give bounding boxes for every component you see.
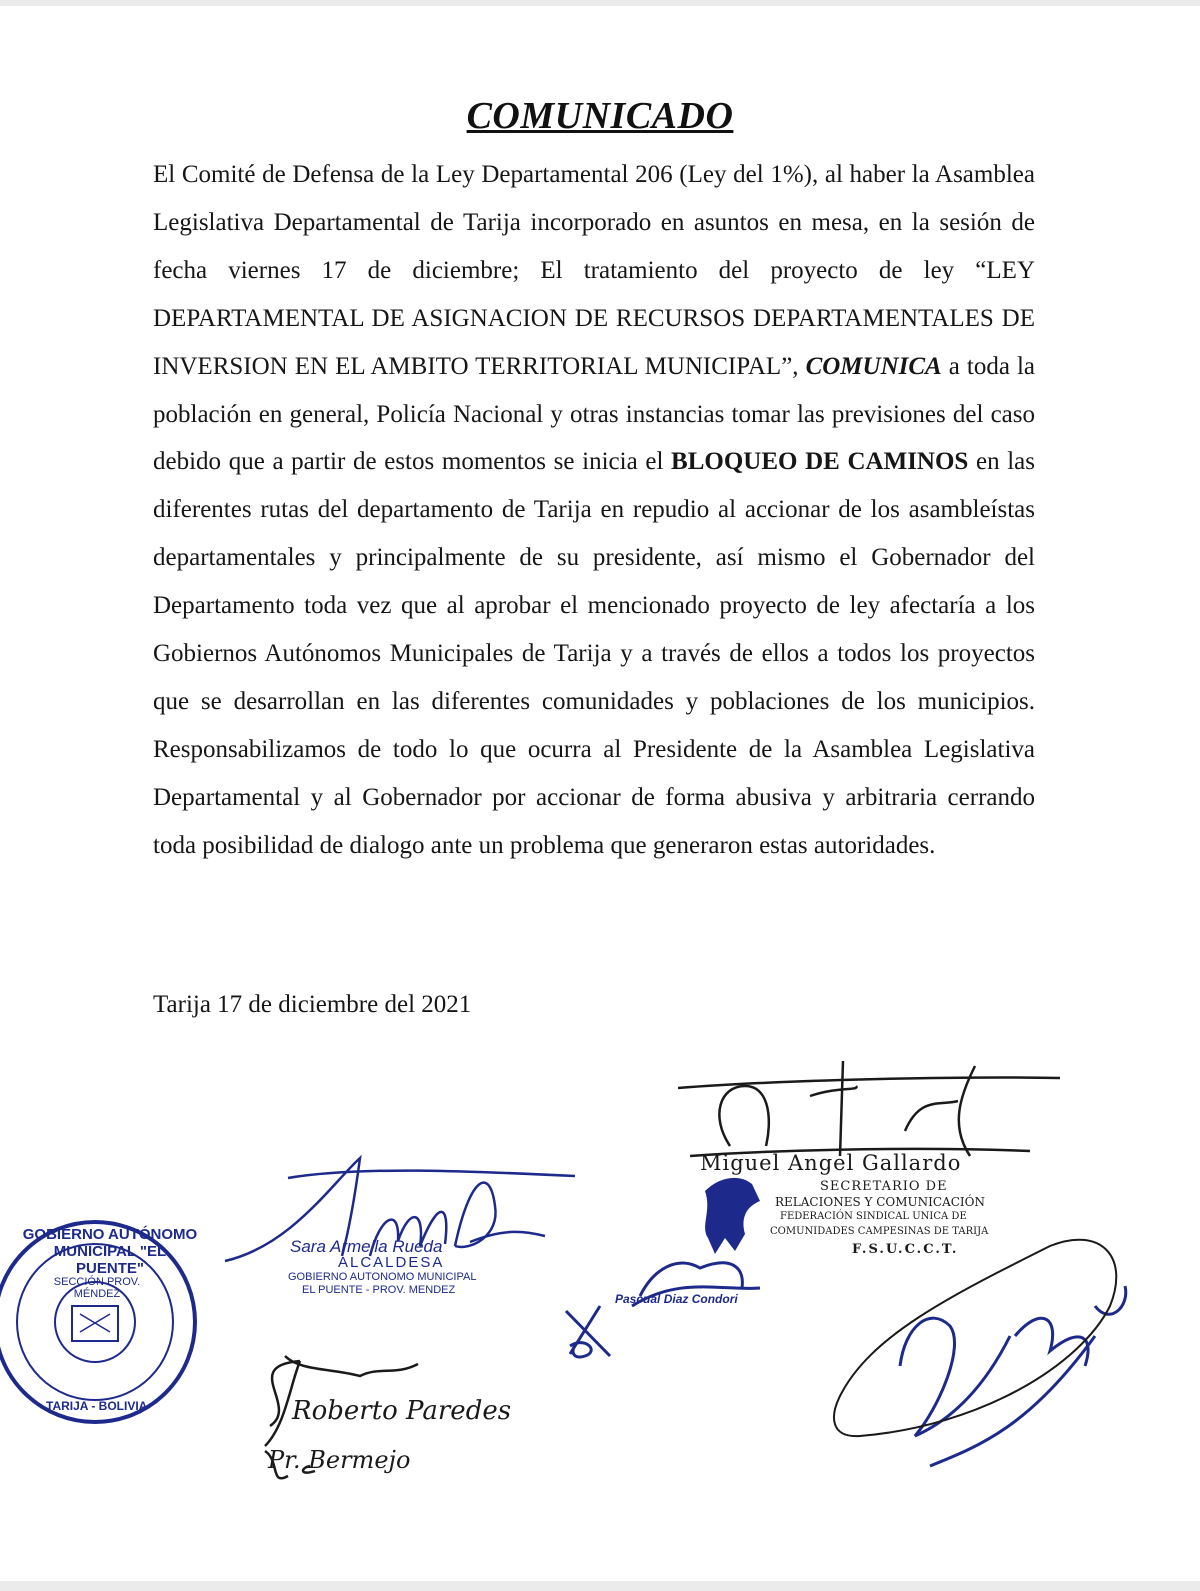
secretario-line-5: F.S.U.C.C.T. <box>852 1242 959 1257</box>
body-text-part-2: a toda la población en general, Policía Nacional y otras instancias tomar las previsiones del caso debido que a partir de estos momentos se inicia el <box>153 352 1035 476</box>
seal-inner-text: SECCIÓN PROV. MÉNDEZ <box>53 1276 141 1300</box>
bloqueo-emphasis: BLOQUEO DE CAMINOS <box>671 448 969 476</box>
alcaldesa-role: ALCALDESA <box>338 1254 445 1271</box>
signature-scribbles <box>0 6 1200 1581</box>
body-text-part-3: en las diferentes rutas del departamento de Tarija en repudio al accionar de los asambleístas departamentales y principalmente de su presidente, así mismo el Gobernador del Departamento toda vez que al aprobar el mencionado proyecto de ley afectaría a los Gobiernos Autónomos Municipales de Tarija y a través de ellos a todos los proyectos que se desarrollan en las diferentes comunidades y poblaciones de los municipios. Responsabilizamos de todo lo que ocurra al Presidente de la Asamblea Legislativa Departamental y al Gobernador por accionar de forma abusiva y arbitraria cerrando toda posibilidad de dialogo ante un problema que generaron estas autoridades. <box>153 448 1036 859</box>
horse-emblem <box>705 1178 760 1254</box>
body-text-part-1: El Comité de Defensa de la Ley Departamental 206 (Ley del 1%), al haber la Asamblea Legislativa Departamental de Tarija incorporado en asuntos en mesa, en la sesión de fecha viernes 17 de diciembre; El tratamiento del proyecto de ley “LEY DEPARTAMENTAL DE ASIGNACION DE RECURSOS DEPARTAMENTALES DE INVERSION EN EL AMBITO TERRITORIAL MUNICIPAL”, <box>153 161 1035 380</box>
comunica-emphasis: COMUNICA <box>805 352 942 380</box>
alcaldesa-name: Sara Armella Rueda <box>290 1237 443 1256</box>
paredes-line-2: Pr. Bermejo <box>268 1446 411 1474</box>
seal-bottom-text: TARIJA - BOLIVIA <box>46 1399 148 1413</box>
alcaldesa-org-1: GOBIERNO AUTONOMO MUNICIPAL <box>288 1271 477 1283</box>
gallardo-signature <box>678 1061 1060 1156</box>
secretario-line-3: FEDERACIÓN SINDICAL UNICA DE <box>780 1211 967 1222</box>
secretario-line-1: SECRETARIO DE <box>820 1179 948 1194</box>
condori-signature <box>566 1263 760 1357</box>
seal-ring-text: GOBIERNO AUTÓNOMO MUNICIPAL "EL PUENTE" <box>22 1226 198 1277</box>
document-date: Tarija 17 de diciembre del 2021 <box>153 991 472 1018</box>
document-title: COMUNICADO <box>466 95 734 137</box>
secretario-name: Miguel Angel Gallardo <box>700 1151 962 1175</box>
document-page <box>0 6 1200 1581</box>
right-signature <box>900 1286 1126 1466</box>
condori-name: Pascual Diaz Condori <box>615 1292 738 1306</box>
secretario-line-2: RELACIONES Y COMUNICACIÓN <box>775 1195 985 1209</box>
alcaldesa-org-2: EL PUENTE - PROV. MENDEZ <box>302 1284 456 1296</box>
paredes-line-1: Roberto Paredes <box>292 1396 512 1426</box>
secretario-line-4: COMUNIDADES CAMPESINAS DE TARIJA <box>770 1226 989 1237</box>
